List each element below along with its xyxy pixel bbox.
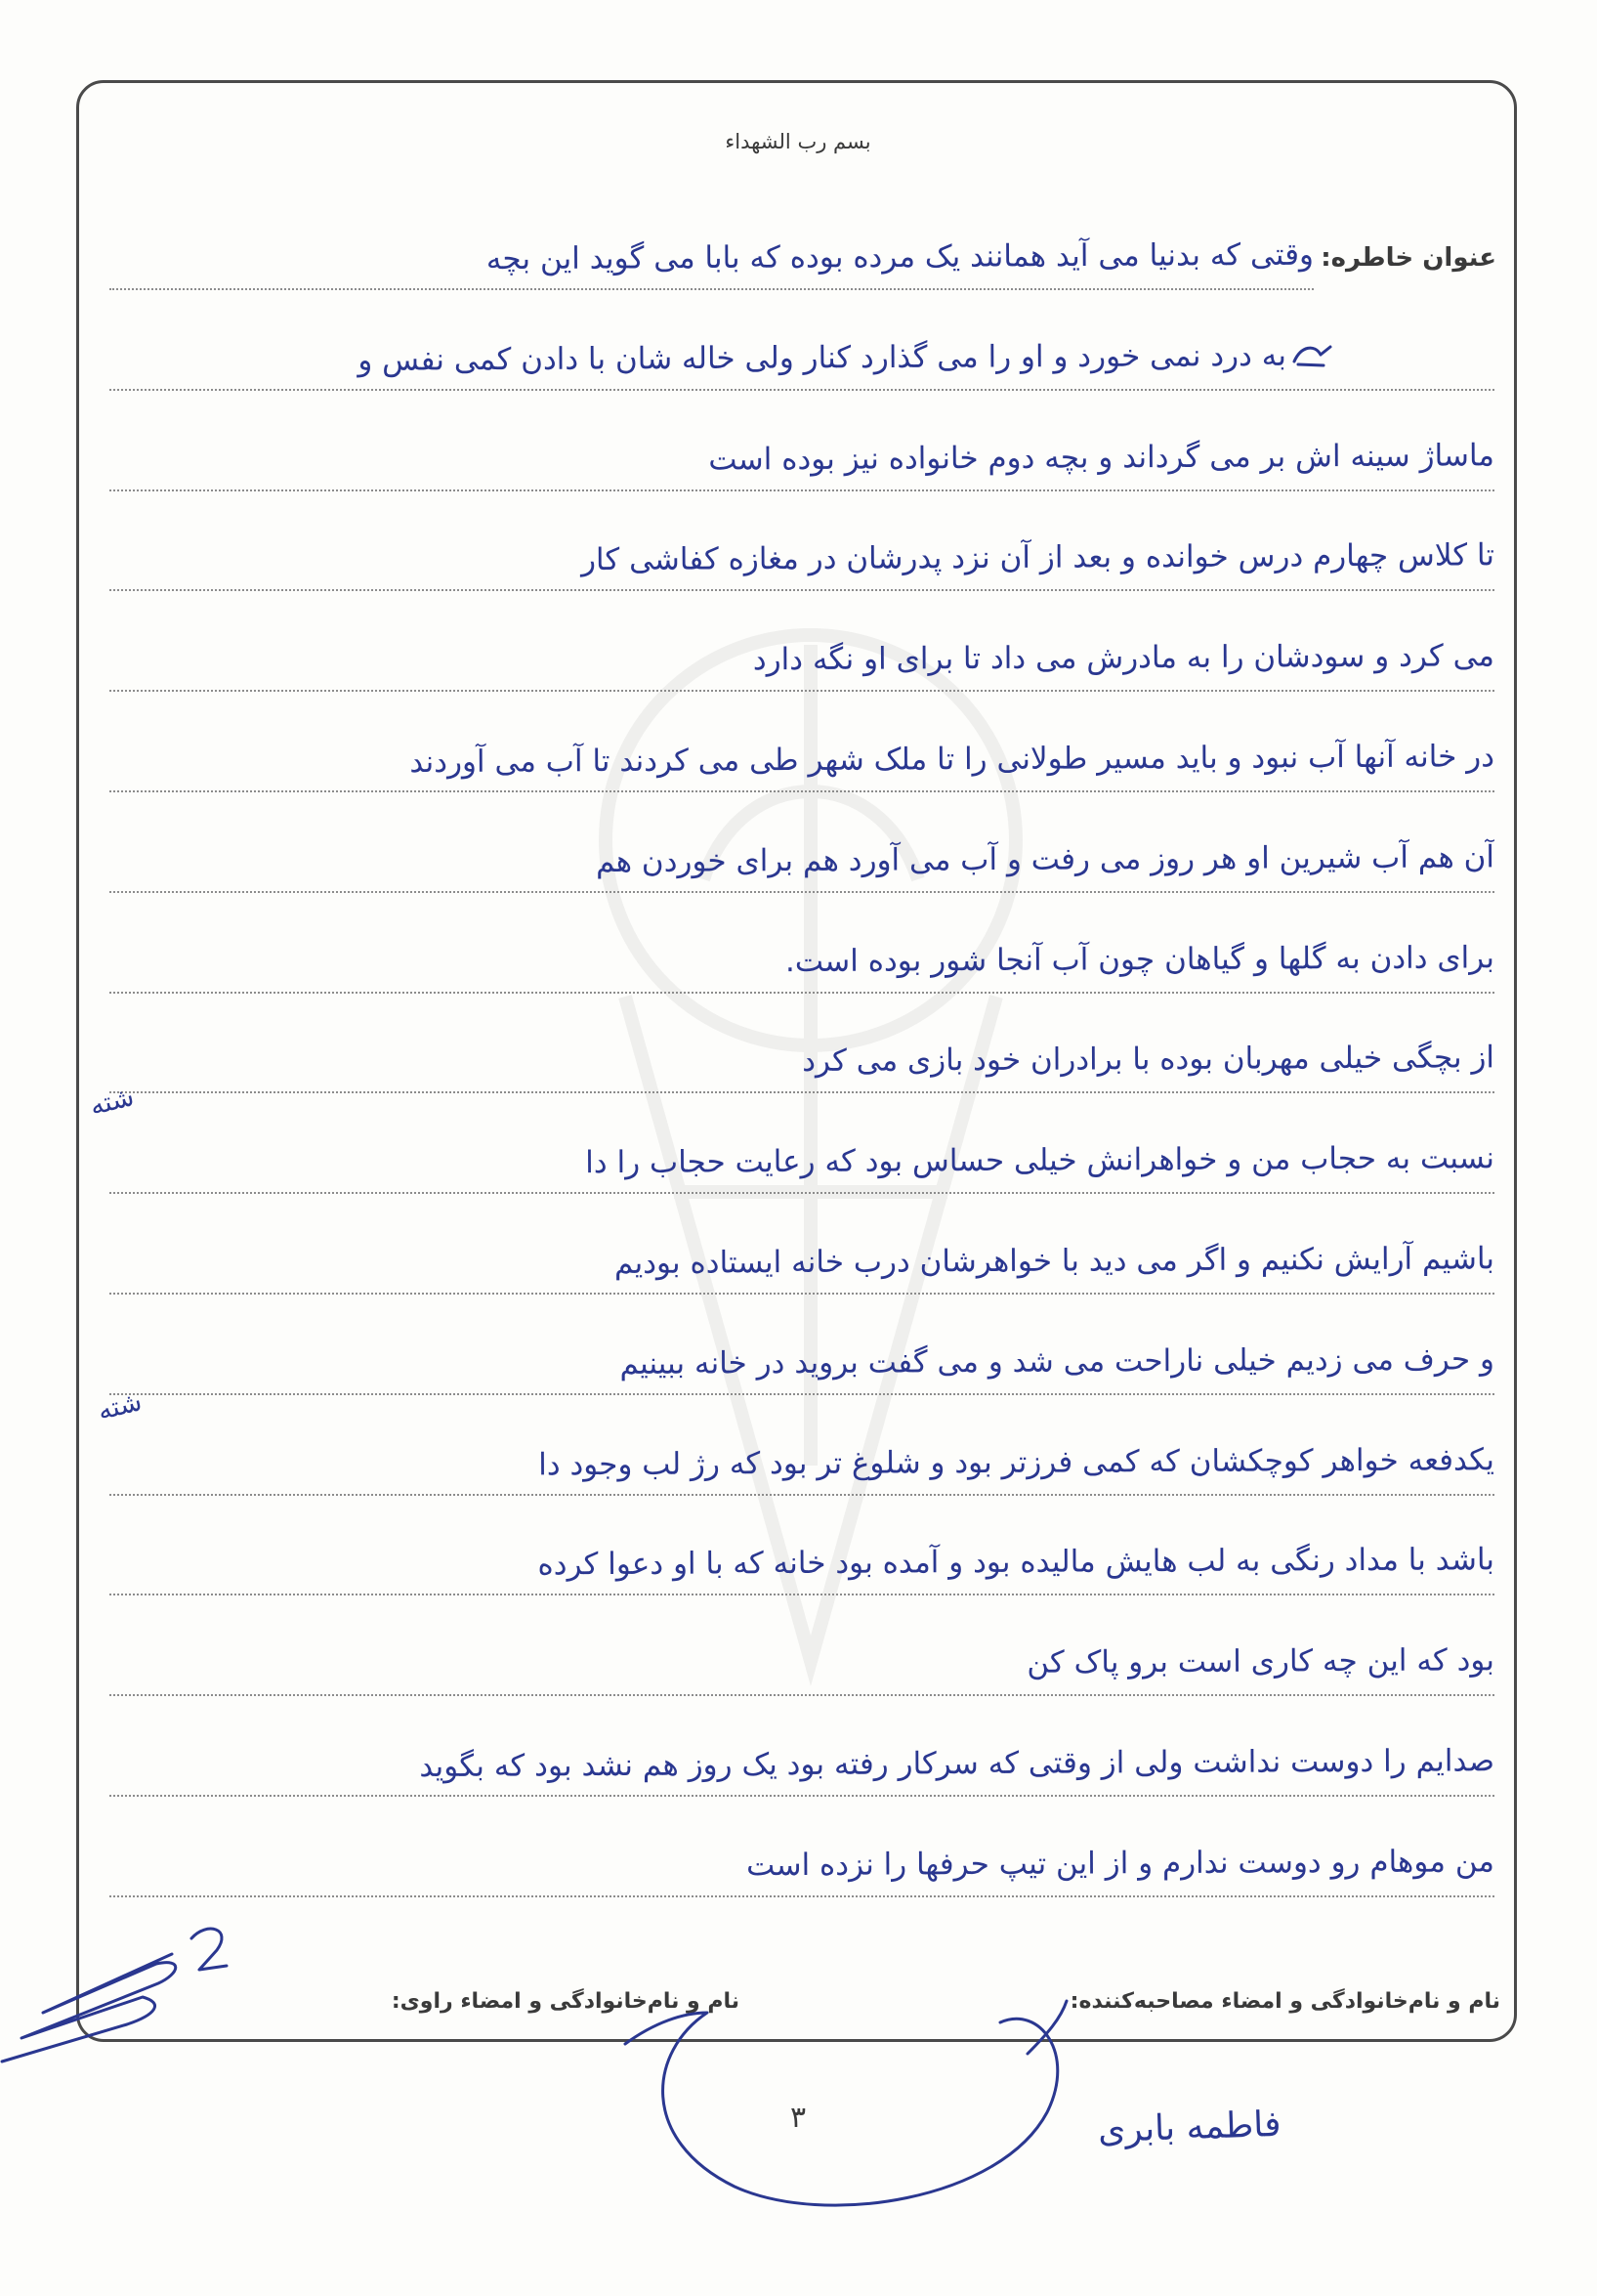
margin-note: شته <box>86 1081 138 1123</box>
handwritten-line: نسبت به حجاب من و خواهرانش خیلی حساس بود که رعایت حجاب را دا <box>585 1140 1495 1181</box>
interviewer-signature-label: نام و نام‌خانوادگی و امضاء مصاحبه‌کننده: <box>1070 1989 1500 2014</box>
handwritten-line: بود که این چه کاری است برو پاک کن <box>1027 1642 1495 1680</box>
handwritten-line: در خانه آنها آب نبود و باید مسیر طولانی را تا ملک شهر طی می کردند تا آب می آوردند <box>409 739 1495 781</box>
checkmark-icon <box>1291 340 1334 371</box>
page-number: ۳ <box>789 2101 807 2135</box>
handwritten-line: و حرف می زدیم خیلی ناراحت می شد و می گفت بروید در خانه ببینیم <box>619 1341 1495 1382</box>
memory-title-label: عنوان خاطره: <box>1321 243 1496 273</box>
handwritten-line: از بچگی خیلی مهربان بوده با برادران خود بازی می کرد <box>802 1040 1495 1079</box>
handwritten-line: به درد نمی خورد و او را می گذارد کنار ولی خاله شان با دادن کمی نفس و <box>357 337 1287 378</box>
handwritten-line: من موهام رو دوست ندارم و از این تیپ حرفها را نزده است <box>746 1844 1495 1884</box>
handwritten-line: وقتی که بدنیا می آید همانند یک مرده بوده که بابا می گوید این بچه <box>485 236 1315 277</box>
signature-name: فاطمه بابری <box>1096 2104 1282 2151</box>
handwritten-line: آن هم آب شیرین او هر روز می رفت و آب می آورد هم برای خوردن هم <box>595 839 1495 880</box>
handwritten-line: یکدفعه خواهر کوچکشان که کمی فرزتر بود و شلوغ تر بود که رژ لب وجود دا <box>538 1442 1495 1483</box>
interviewer-signature-oval <box>625 1993 1084 2218</box>
handwritten-line: صدایم را دوست نداشت ولی از وقتی که سرکار رفته بود یک روز هم نشد بود که بگوید <box>419 1743 1495 1785</box>
margin-note: شته <box>94 1385 146 1427</box>
handwritten-line: باشیم آرایش نکنیم و اگر می دید با خواهرشان درب خانه ایستاده بودیم <box>613 1241 1495 1282</box>
handwritten-line: ماساژ سینه اش بر می گرداند و بچه دوم خانواده نیز بوده است <box>708 438 1495 478</box>
narrator-signature-scribble <box>0 1915 244 2081</box>
handwritten-line: می کرد و سودشان را به مادرش می داد تا برای او نگه دارد <box>752 638 1495 678</box>
handwritten-line: برای دادن به گلها و گیاهان چون آب آنجا شور بوده است. <box>784 940 1495 980</box>
narrator-signature-label: نام و نام‌خانوادگی و امضاء راوی: <box>391 1989 739 2014</box>
handwritten-line: تا کلاس چهارم درس خوانده و بعد از آن نزد پدرشان در مغازه کفاشی کار <box>580 537 1495 578</box>
page-header-basmala: بسم رب الشهداء <box>725 130 871 153</box>
handwritten-line: باشد با مداد رنگی به لب هایش مالیده بود و آمده بود خانه که با او دعوا کرده <box>537 1542 1495 1583</box>
